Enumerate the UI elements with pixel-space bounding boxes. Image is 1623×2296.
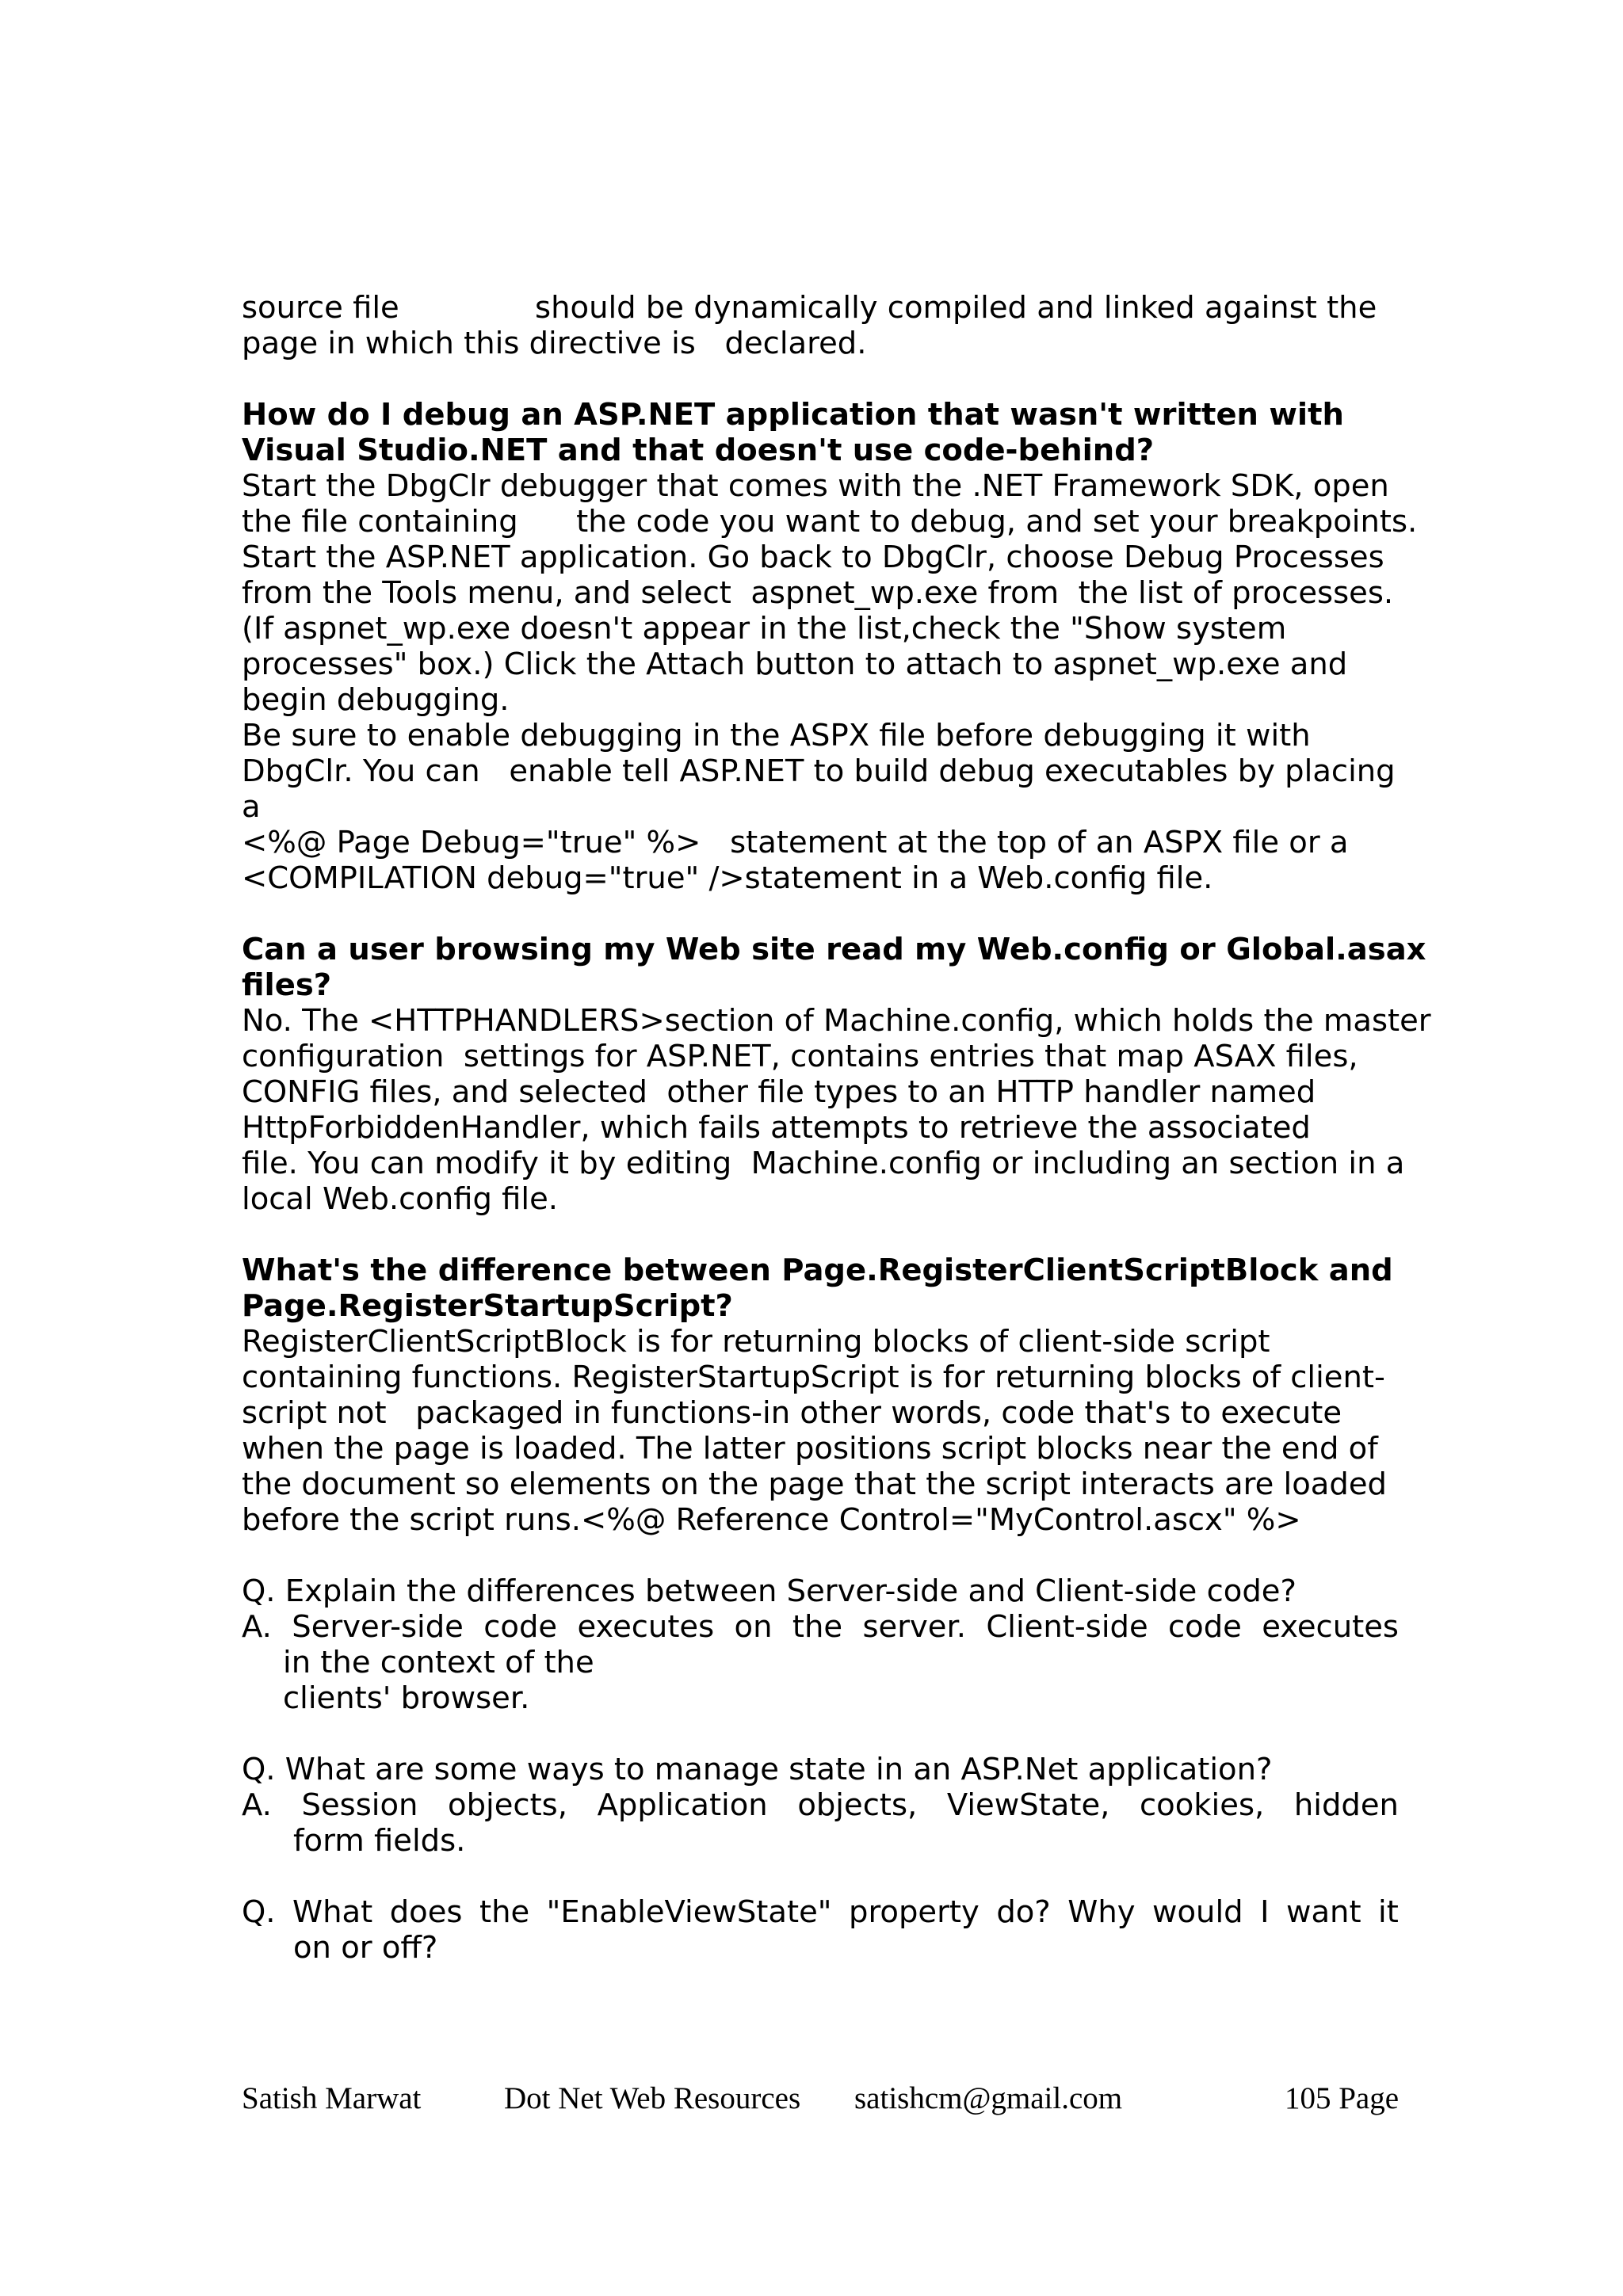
section-heading bbox=[242, 1253, 1399, 1324]
text-line: DbgClr. You can enable tell ASP.NET to build debug executables by placing bbox=[242, 753, 1396, 789]
answer-line bbox=[242, 1787, 1399, 1823]
question-line: Q. Explain the differences between Server-side and Client-side code? bbox=[242, 1573, 1296, 1609]
heading-line: Page.RegisterStartupScript? bbox=[242, 1288, 733, 1324]
answer-word: Client-side bbox=[986, 1609, 1148, 1645]
text-line: Start the DbgClr debugger that comes with the .NET Framework SDK, open bbox=[242, 468, 1389, 504]
text-line: a bbox=[242, 789, 261, 825]
section-body bbox=[242, 1003, 1431, 1217]
heading-line: Visual Studio.NET and that doesn't use code-behind? bbox=[242, 433, 1155, 468]
heading-line: files? bbox=[242, 967, 332, 1003]
question-word: would bbox=[1152, 1894, 1243, 1930]
text-line: <%@ Page Debug="true" %> statement at the top of an ASPX file or a bbox=[242, 825, 1349, 860]
section-heading bbox=[242, 397, 1399, 468]
text-line: when the page is loaded. The latter positions script blocks near the end of bbox=[242, 1431, 1378, 1466]
text-line: begin debugging. bbox=[242, 682, 510, 718]
page-content bbox=[242, 290, 1431, 1966]
heading-line: How do I debug an ASP.NET application that wasn't written with bbox=[242, 397, 1344, 433]
footer-title: Dot Net Web Resources bbox=[504, 2081, 801, 2115]
question-word: I bbox=[1260, 1894, 1270, 1930]
answer-word: cookies, bbox=[1139, 1787, 1265, 1823]
qa-enable-viewstate bbox=[242, 1894, 1399, 1966]
answer-word: Server-side bbox=[292, 1609, 464, 1645]
text-line: containing functions. RegisterStartupScript is for returning blocks of client- bbox=[242, 1360, 1385, 1395]
page-footer bbox=[242, 2081, 1399, 2120]
answer-word: on bbox=[734, 1609, 773, 1645]
section-heading bbox=[242, 932, 1426, 1003]
answer-word: the bbox=[792, 1609, 843, 1645]
intro-paragraph bbox=[242, 290, 1399, 361]
footer-author: Satish Marwat bbox=[242, 2081, 422, 2115]
question-word: "EnableViewState" bbox=[546, 1894, 832, 1930]
question-word: the bbox=[479, 1894, 530, 1930]
question-word: Q. bbox=[242, 1894, 276, 1930]
text-line: the document so elements on the page that the script interacts are loaded bbox=[242, 1466, 1387, 1502]
answer-word: objects, bbox=[448, 1787, 567, 1823]
text-line: source file should be dynamically compiled and linked against the bbox=[242, 290, 1377, 326]
section-web-config bbox=[242, 932, 1431, 1217]
question-word: What bbox=[292, 1894, 373, 1930]
answer-word: code bbox=[1168, 1609, 1242, 1645]
answer-word: server. bbox=[862, 1609, 967, 1645]
section-body bbox=[242, 1324, 1399, 1538]
qa-manage-state bbox=[242, 1752, 1399, 1859]
text-line: <COMPILATION debug="true" />statement in a Web.config file. bbox=[242, 860, 1213, 896]
text-line: CONFIG files, and selected other file types to an HTTP handler named bbox=[242, 1074, 1316, 1110]
question-line bbox=[242, 1894, 1399, 1930]
text-line: script not packaged in functions-in other words, code that's to execute bbox=[242, 1395, 1342, 1431]
question-word: want bbox=[1285, 1894, 1361, 1930]
text-line: before the script runs.<%@ Reference Control="MyControl.ascx" %> bbox=[242, 1502, 1301, 1538]
text-line: HttpForbiddenHandler, which fails attempts to retrieve the associated bbox=[242, 1110, 1311, 1146]
answer-continuation: in the context of the bbox=[283, 1645, 594, 1680]
heading-line: Can a user browsing my Web site read my Web.config or Global.asax bbox=[242, 932, 1426, 967]
section-body bbox=[242, 468, 1418, 896]
question-continuation: on or off? bbox=[293, 1930, 438, 1966]
question-word: it bbox=[1378, 1894, 1399, 1930]
question-word: Why bbox=[1067, 1894, 1136, 1930]
answer-word: A. bbox=[242, 1787, 272, 1823]
text-line: page in which this directive is declared. bbox=[242, 326, 867, 361]
answer-word: ViewState, bbox=[946, 1787, 1110, 1823]
section-register-script bbox=[242, 1253, 1399, 1538]
question-word: property bbox=[849, 1894, 980, 1930]
footer-page-number: 105 Page bbox=[1284, 2081, 1399, 2115]
answer-continuation: clients' browser. bbox=[283, 1680, 530, 1716]
text-line: the file containing the code you want to debug, and set your breakpoints. bbox=[242, 504, 1418, 540]
question-word: does bbox=[389, 1894, 463, 1930]
text-line: RegisterClientScriptBlock is for returning blocks of client-side script bbox=[242, 1324, 1270, 1360]
text-line: local Web.config file. bbox=[242, 1181, 559, 1217]
heading-line: What's the difference between Page.RegisterClientScriptBlock and bbox=[242, 1253, 1393, 1288]
answer-word: A. bbox=[242, 1609, 272, 1645]
text-line: No. The <HTTPHANDLERS>section of Machine.config, which holds the master bbox=[242, 1003, 1431, 1039]
question-word: do? bbox=[996, 1894, 1051, 1930]
answer-word: objects, bbox=[797, 1787, 918, 1823]
answer-word: executes bbox=[577, 1609, 715, 1645]
answer-line bbox=[242, 1609, 1399, 1645]
section-debug-aspnet bbox=[242, 397, 1418, 896]
qa-server-client-code bbox=[242, 1573, 1399, 1716]
text-line: file. You can modify it by editing Machine.config or including an section in a bbox=[242, 1146, 1405, 1181]
question-line: Q. What are some ways to manage state in an ASP.Net application? bbox=[242, 1752, 1273, 1787]
answer-word: Session bbox=[301, 1787, 418, 1823]
answer-continuation: form fields. bbox=[293, 1823, 466, 1859]
answer-word: Application bbox=[597, 1787, 768, 1823]
footer-email[interactable]: satishcm@gmail.com bbox=[854, 2081, 1123, 2115]
text-line: (If aspnet_wp.exe doesn't appear in the list,check the "Show system bbox=[242, 611, 1287, 646]
text-line: processes" box.) Click the Attach button to attach to aspnet_wp.exe and bbox=[242, 646, 1348, 682]
answer-word: code bbox=[483, 1609, 558, 1645]
answer-word: hidden bbox=[1293, 1787, 1399, 1823]
text-line: configuration settings for ASP.NET, contains entries that map ASAX files, bbox=[242, 1039, 1358, 1074]
text-line: Start the ASP.NET application. Go back to DbgClr, choose Debug Processes bbox=[242, 540, 1384, 575]
text-line: Be sure to enable debugging in the ASPX file before debugging it with bbox=[242, 718, 1311, 753]
text-line: from the Tools menu, and select aspnet_wp.exe from the list of processes. bbox=[242, 575, 1394, 611]
answer-word: executes bbox=[1262, 1609, 1399, 1645]
